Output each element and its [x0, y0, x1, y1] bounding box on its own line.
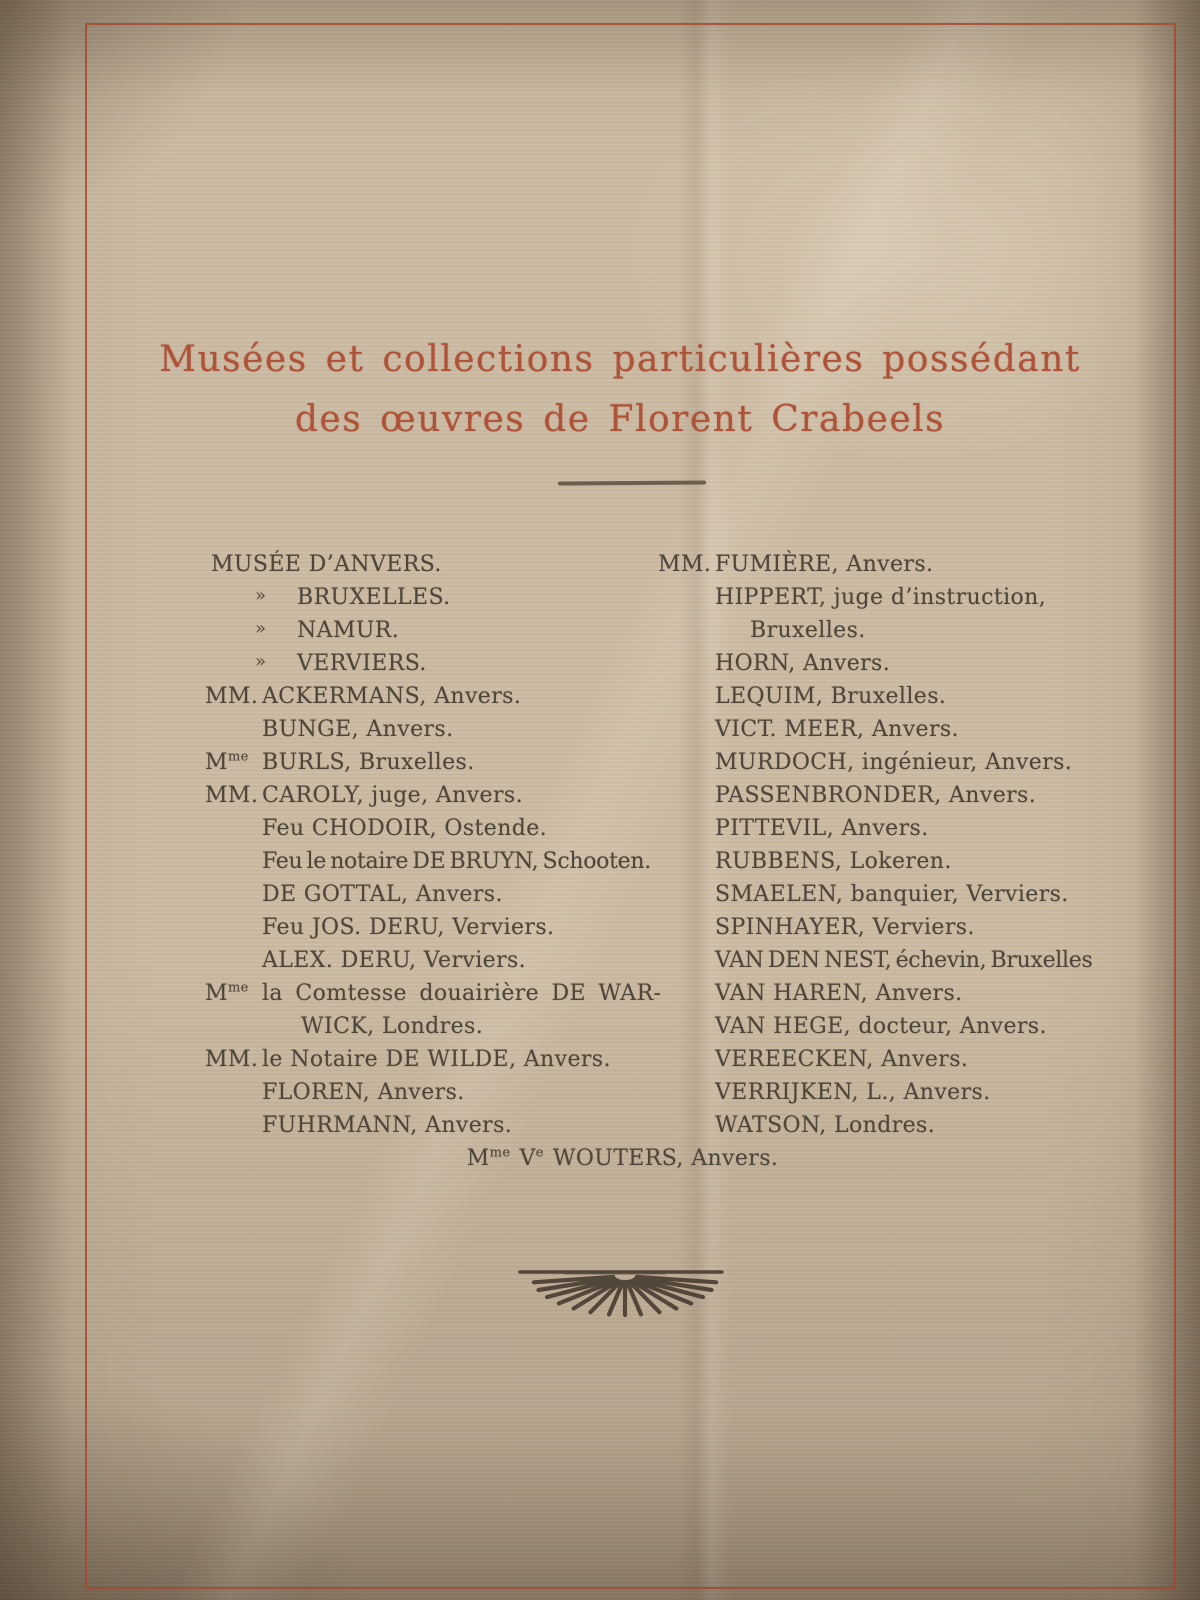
list-item — [645, 882, 1069, 915]
title-divider-rule — [558, 480, 706, 485]
honorific-label: MM. — [205, 684, 259, 709]
list-item — [645, 684, 1060, 717]
list-item — [205, 1014, 645, 1047]
entry-text: MUSÉE D’ANVERS. — [211, 552, 442, 577]
entry-text: VAN HAREN, Anvers. — [715, 981, 963, 1006]
list-item — [645, 915, 1060, 948]
list-item — [645, 618, 1060, 651]
list-item — [205, 750, 645, 783]
list-item — [205, 552, 645, 585]
entry-text: le Notaire DE WILDE, Anvers. — [262, 1047, 611, 1072]
entry-text: RUBBENS, Lokeren. — [715, 849, 952, 874]
list-item — [205, 651, 645, 684]
entry-text: Feu JOS. DERU, Verviers. — [262, 915, 555, 940]
list-item — [645, 783, 1060, 816]
entry-text: PITTEVIL, Anvers. — [715, 816, 929, 841]
list-item — [205, 980, 662, 1014]
entry-text: BRUXELLES. — [297, 585, 451, 610]
entry-text: HIPPERT, juge d’instruction, — [715, 585, 1047, 610]
entry-text: VAN HEGE, docteur, Anvers. — [715, 1014, 1047, 1039]
entry-text: VERRIJKEN, L., Anvers. — [715, 1080, 991, 1105]
list-item — [645, 1047, 1060, 1080]
entry-text: SPINHAYER, Verviers. — [715, 915, 975, 940]
list-item — [645, 1113, 1060, 1146]
list-item — [205, 1113, 645, 1146]
entry-text: BURLS, Bruxelles. — [262, 750, 475, 775]
entry-text: FUHRMANN, Anvers. — [262, 1113, 513, 1138]
entry-text: VICT. MEER, Anvers. — [715, 717, 959, 742]
entry-text: WOUTERS, Anvers. — [552, 1146, 779, 1171]
owners-column-left — [205, 552, 662, 1146]
entry-text: MURDOCH, ingénieur, Anvers. — [715, 750, 1073, 775]
entry-text: FUMIÈRE, Anvers. — [715, 552, 934, 577]
list-item — [205, 1080, 645, 1113]
honorific-label: » — [255, 618, 267, 639]
honorific-label: MM. — [658, 552, 712, 577]
list-item — [645, 948, 1093, 981]
entry-text: Feu le notaire DE BRUYN, Schooten. — [262, 849, 651, 874]
list-item — [205, 882, 645, 915]
honorific-label: Ve — [519, 1145, 544, 1171]
entry-text: la Comtesse douairière DE WAR- — [262, 981, 662, 1006]
entry-text: VAN DEN NEST, échevin, Bruxelles — [715, 948, 1093, 973]
entry-text: VEREECKEN, Anvers. — [715, 1047, 969, 1072]
list-item — [645, 717, 1060, 750]
honorific-label: MM. — [205, 783, 259, 808]
list-item — [645, 1080, 1060, 1113]
list-item — [205, 849, 651, 882]
entry-text: PASSENBRONDER, Anvers. — [715, 783, 1037, 808]
list-item — [205, 618, 645, 651]
owners-list — [205, 552, 1093, 1146]
entry-text: LEQUIM, Bruxelles. — [715, 684, 947, 709]
page-title — [0, 330, 1200, 450]
list-item — [645, 816, 1060, 849]
list-item — [205, 585, 645, 618]
list-item — [205, 816, 645, 849]
entry-text: ACKERMANS, Anvers. — [262, 684, 522, 709]
list-item — [645, 651, 1060, 684]
honorific-label: $M^{me}$ — [205, 980, 249, 1006]
entry-text: HORN, Anvers. — [715, 651, 891, 676]
entry-text: WATSON, Londres. — [715, 1113, 936, 1138]
honorific-label: MM. — [205, 1047, 259, 1072]
entry-text: DE GOTTAL, Anvers. — [262, 882, 503, 907]
entry-text: Bruxelles. — [750, 618, 866, 643]
entry-text: VERVIERS. — [297, 651, 427, 676]
owners-column-right — [645, 552, 1093, 1146]
fan-ornament-icon — [512, 1266, 738, 1328]
list-item — [645, 585, 1060, 618]
list-item — [205, 684, 645, 717]
title-line-1: Musées et collections particulières possédant — [159, 339, 1081, 380]
list-item — [205, 717, 645, 750]
honorific-label: » — [255, 585, 267, 606]
honorific-label: $M^{me}$ — [466, 1145, 511, 1171]
wouters-centered-entry — [0, 1146, 1200, 1171]
entry-text: CAROLY, juge, Anvers. — [262, 783, 523, 808]
entry-text: Feu CHODOIR, Ostende. — [262, 816, 548, 841]
list-item — [645, 552, 1060, 585]
honorific-label: » — [255, 651, 267, 672]
entry-text: NAMUR. — [297, 618, 400, 643]
honorific-label: $M^{me}$ — [205, 749, 249, 775]
entry-text: FLOREN, Anvers. — [262, 1080, 465, 1105]
list-item — [645, 750, 1073, 783]
entry-text: SMAELEN, banquier, Verviers. — [715, 882, 1069, 907]
list-item — [645, 981, 1060, 1014]
list-item — [645, 1014, 1060, 1047]
list-item — [205, 1047, 645, 1080]
entry-text: BUNGE, Anvers. — [262, 717, 454, 742]
entry-text: ALEX. DERU, Verviers. — [262, 948, 527, 973]
entry-text: WICK, Londres. — [301, 1014, 484, 1039]
title-line-2: des œuvres de Florent Crabeels — [294, 399, 946, 440]
list-item — [205, 948, 645, 981]
list-item — [645, 849, 1060, 882]
list-item — [205, 783, 645, 816]
list-item — [205, 915, 645, 948]
